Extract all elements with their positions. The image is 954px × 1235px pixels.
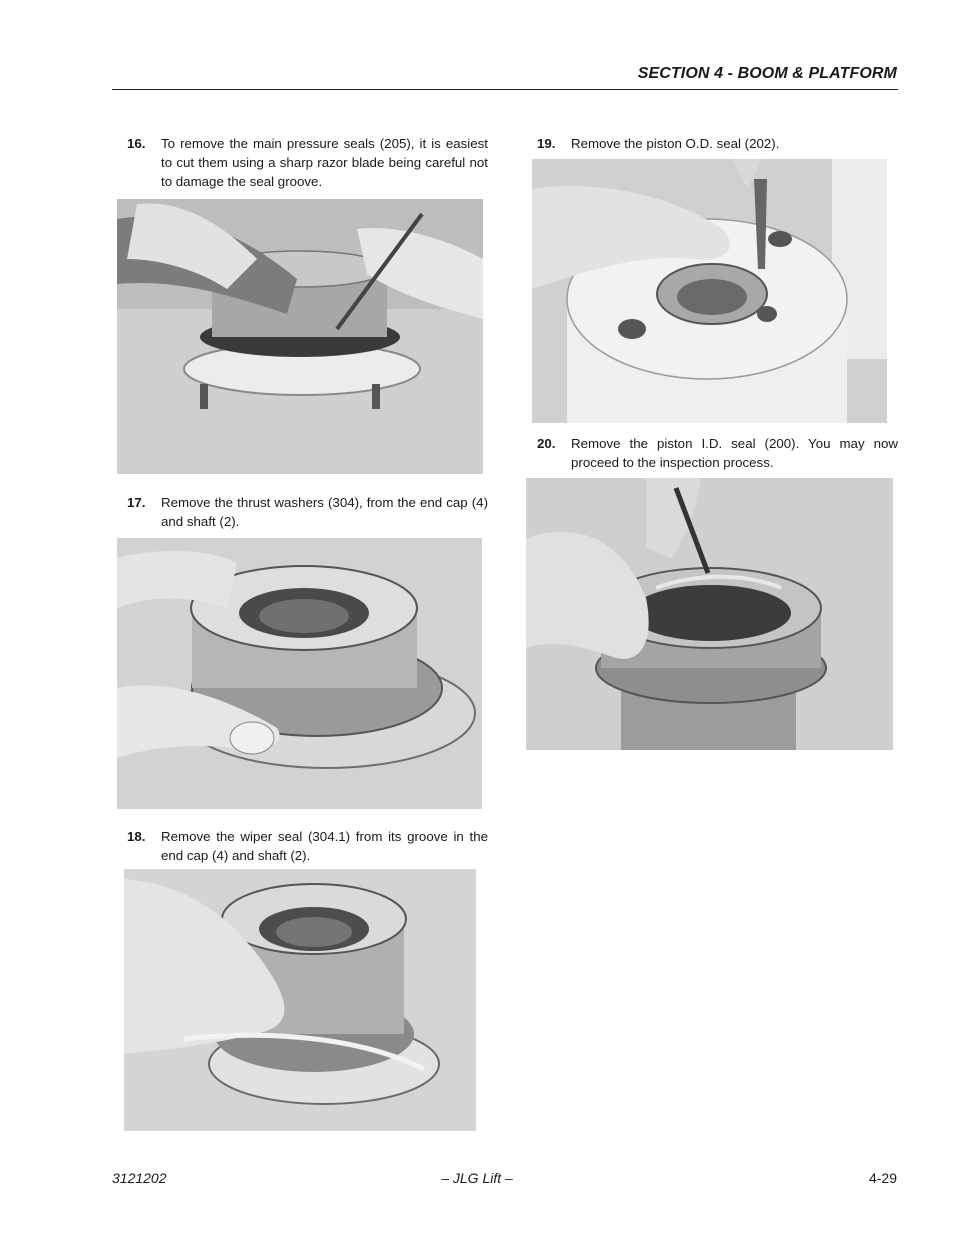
step-text: Remove the piston O.D. seal (202). [571,136,780,151]
footer-page-number: 4-29 [868,1170,897,1186]
step-number: 17. [127,495,146,510]
step-number: 16. [127,136,146,151]
step-text: Remove the wiper seal (304.1) from its groove in the end cap (4) and shaft (2). [161,829,488,863]
photo-wiper-seal [124,869,476,1131]
step-18 [127,827,488,867]
footer-center: – JLG Lift – [441,1170,513,1186]
photo-piston-od-seal [532,159,887,423]
photo-piston-id-seal [526,478,893,750]
footer-doc-number: 3121202 [112,1170,167,1186]
header-rule [112,89,898,90]
step-20 [537,434,898,474]
photo-cutting-pressure-seal [117,199,483,474]
step-number: 18. [127,829,146,844]
step-16 [127,134,488,194]
step-text: Remove the thrust washers (304), from the end cap (4) and shaft (2). [161,495,488,529]
step-text: To remove the main pressure seals (205), it is easiest to cut them using a sharp razor blade being careful not to damage the seal groove. [161,136,488,189]
photo-thrust-washers [117,538,482,809]
step-number: 20. [537,436,556,451]
step-number: 19. [537,136,556,151]
section-title: SECTION 4 - BOOM & PLATFORM [637,65,897,82]
step-19 [537,134,898,154]
step-text: Remove the piston I.D. seal (200). You may now proceed to the inspection process. [571,436,898,470]
step-17 [127,493,488,533]
